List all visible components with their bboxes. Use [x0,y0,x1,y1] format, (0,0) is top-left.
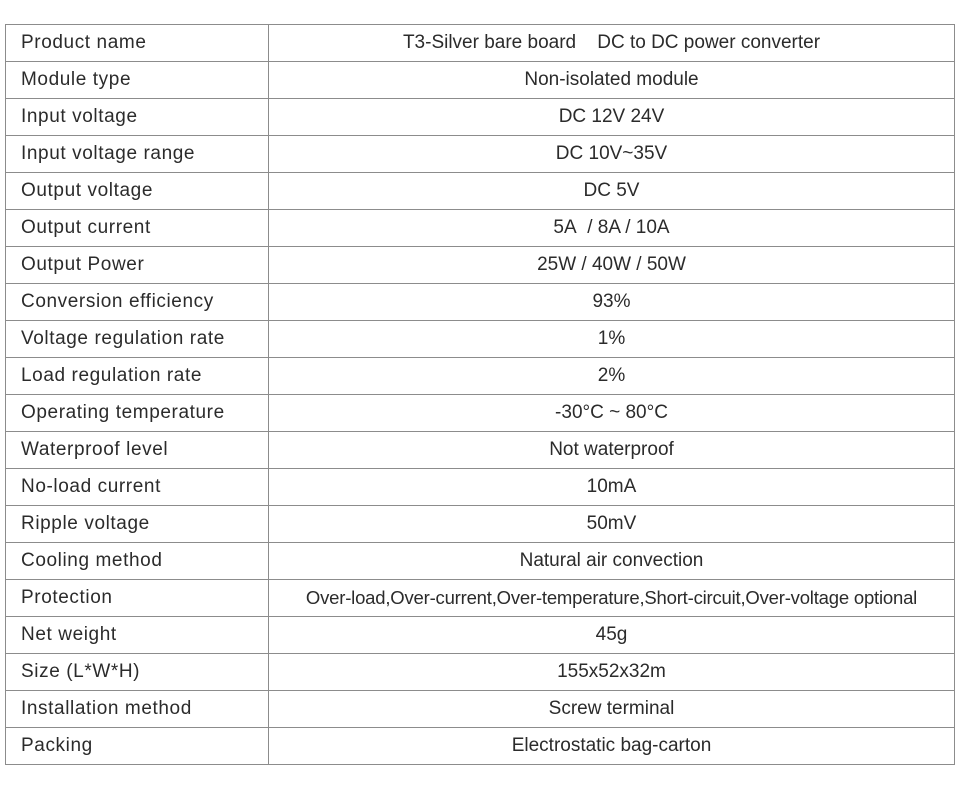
row-value: 50mV [269,506,955,543]
table-row [6,210,955,247]
row-label: Voltage regulation rate [6,321,269,358]
row-label: No-load current [6,469,269,506]
row-value: 1% [269,321,955,358]
row-value: Natural air convection [269,543,955,580]
row-label: Packing [6,728,269,765]
table-row [6,654,955,691]
row-value: Screw terminal [269,691,955,728]
table-row [6,395,955,432]
table-row [6,173,955,210]
row-label: Load regulation rate [6,358,269,395]
row-value: Non-isolated module [269,62,955,99]
row-value: 25W / 40W / 50W [269,247,955,284]
row-label: Output voltage [6,173,269,210]
table-row [6,284,955,321]
table-row [6,580,955,617]
row-value: DC 5V [269,173,955,210]
table-row [6,506,955,543]
row-label: Input voltage range [6,136,269,173]
table-row [6,358,955,395]
table-row [6,99,955,136]
row-label: Module type [6,62,269,99]
table-row [6,691,955,728]
table-row [6,469,955,506]
table-row [6,247,955,284]
row-value: DC 12V 24V [269,99,955,136]
row-value: Not waterproof [269,432,955,469]
row-value: 45g [269,617,955,654]
row-label: Waterproof level [6,432,269,469]
table-row [6,321,955,358]
row-label: Size (L*W*H) [6,654,269,691]
row-label: Operating temperature [6,395,269,432]
row-value: Over-load,Over-current,Over-temperature,Short-circuit,Over-voltage optional [269,580,955,617]
row-value: DC 10V~35V [269,136,955,173]
table-row [6,617,955,654]
table-row [6,25,955,62]
row-label: Product name [6,25,269,62]
table-row [6,62,955,99]
row-label: Output Power [6,247,269,284]
table-row [6,728,955,765]
table-row [6,432,955,469]
row-label: Net weight [6,617,269,654]
row-value: Electrostatic bag-carton [269,728,955,765]
row-value: T3-Silver bare board DC to DC power converter [269,25,955,62]
row-label: Protection [6,580,269,617]
row-value: 10mA [269,469,955,506]
spec-table [5,24,955,765]
row-value: 5A / 8A / 10A [269,210,955,247]
row-label: Output current [6,210,269,247]
row-value: -30°C ~ 80°C [269,395,955,432]
table-row [6,136,955,173]
row-label: Input voltage [6,99,269,136]
row-value: 2% [269,358,955,395]
row-label: Conversion efficiency [6,284,269,321]
row-label: Cooling method [6,543,269,580]
row-label: Installation method [6,691,269,728]
spec-table-body [6,25,955,765]
table-row [6,543,955,580]
row-label: Ripple voltage [6,506,269,543]
row-value: 155x52x32m [269,654,955,691]
row-value: 93% [269,284,955,321]
